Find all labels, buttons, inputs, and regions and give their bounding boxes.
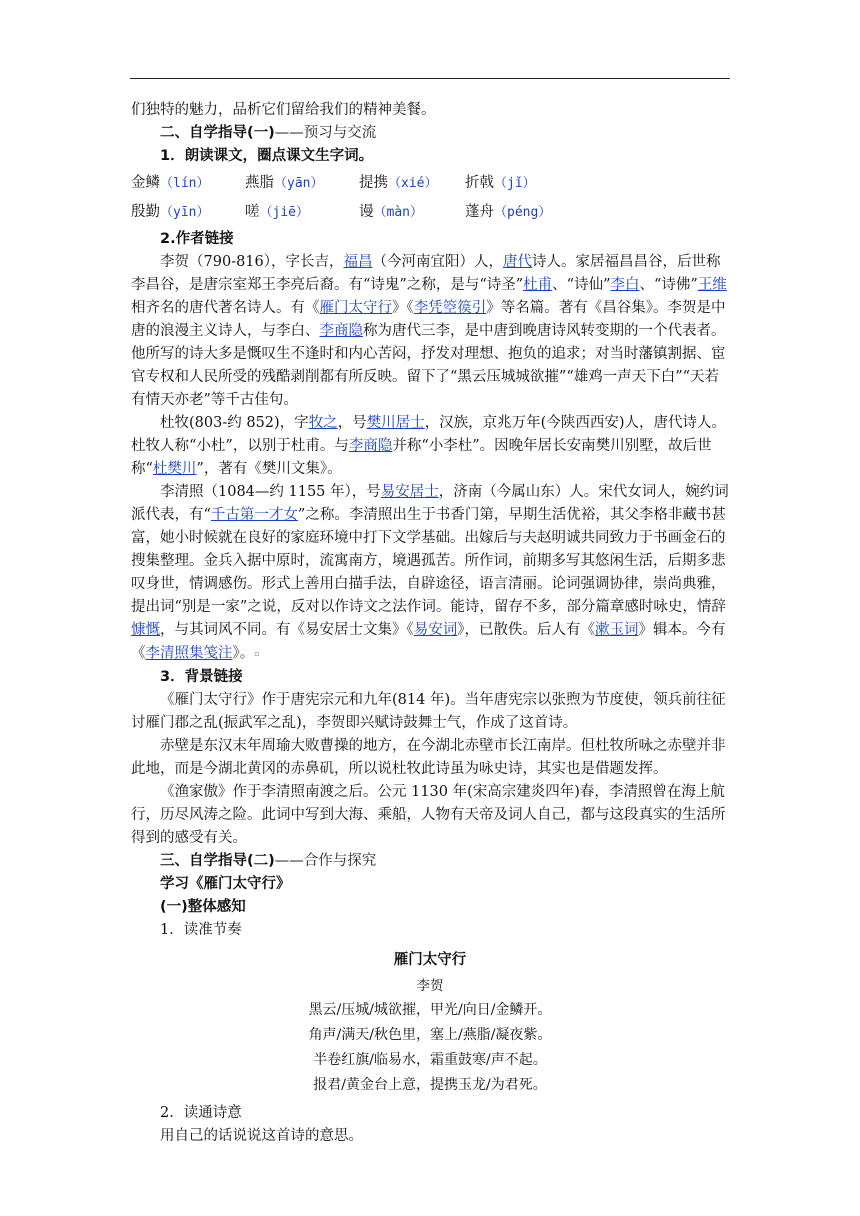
- study-title: 学习《雁门太守行》: [160, 875, 291, 892]
- link-shuyu-ci[interactable]: 漱玉词: [595, 622, 639, 638]
- poem-line: 报君/黄金台上意，提携玉龙/为君死。: [313, 1076, 547, 1093]
- vocab-row-1: [131, 170, 729, 197]
- background-chibi: 赤壁是东汉末年周瑜大败曹操的地方，在今湖北赤壁市长江南岸。但杜牧所咏之赤壁并非此地，而是今湖北黄冈的赤鼻矶，所以说杜牧此诗虽为咏史诗，其实也是借题发挥。: [131, 737, 726, 777]
- link-muzhi[interactable]: 牧之: [308, 415, 338, 431]
- task-2-heading: 2.作者链接: [160, 231, 234, 247]
- author-li-qingzhao: 李清照（1084—约 1155 年），号易安居士，济南（今属山东）人。宋代女词人，婉约词派代表，有“千古第一才女”之称。李清照出生于书香门第，早期生活优裕，其父李格非藏书甚富，她小时候就在良好的家庭环境中打下文学基础。出嫁后与夫赵明诚共同致力于书画金石的搜集整理。金兵入据中原时，流寓南方，境遇孤苦。所作词，前期多写其悠闲生活，后期多悲叹身世，情调感伤。形式上善用白描手法，自辟途径，语言清丽。论词强调协律，崇尚典雅，提出词“别是一家”之说，反对以作诗文之法作词。能诗，留存不多，部分篇章感时咏史，情辞慷慨，与其词风不同。有《易安居士文集》《易安词》，已散佚。后人有《漱玉词》辑本。今有《李清照集笺注》。▫: [131, 484, 729, 662]
- vocab-item: 提携（xié）: [359, 175, 438, 191]
- document-body: [131, 99, 729, 1148]
- section-3-subtitle: ——合作与探究: [274, 852, 377, 869]
- intro-tail: 们独特的魅力，品析它们留给我们的精神美餐。: [131, 102, 436, 118]
- section-2-subtitle: ——预习与交流: [274, 125, 377, 141]
- section-3-heading: [131, 850, 729, 873]
- poem-title: 雁门太守行: [393, 951, 467, 968]
- step-1-label: 1．读准节奏: [160, 921, 242, 938]
- poem-block: [131, 946, 729, 1098]
- link-li-shangyin-2[interactable]: 李商隐: [348, 438, 393, 454]
- vocab-item: 嗟（jiē）: [245, 204, 309, 220]
- author-du-mu: 杜牧(803-约 852)，字牧之，号樊川居士，汉族，京兆万年(今陕西西安)人，唐代诗人。杜牧人称“小杜”，以别于杜甫。与李商隐并称“小李杜”。因晚年居长安南樊川别墅，故后世称“杜樊川”，著有《樊川文集》。: [131, 415, 726, 477]
- section-2-title: 二、自学指导(一): [160, 125, 275, 141]
- link-du-fanchuan[interactable]: 杜樊川: [152, 461, 197, 477]
- vocab-item: 燕脂（yān）: [245, 175, 324, 191]
- small-mark-icon: ▫: [254, 649, 260, 658]
- link-yian-ci[interactable]: 易安词: [413, 622, 458, 638]
- vocab-item: 殷勤（yīn）: [131, 204, 210, 220]
- background-yanmen: 《雁门太守行》作于唐宪宗元和九年(814 年)。当年唐宪宗以张煦为节度使，领兵前往征讨雁门郡之乱(振武军之乱)，李贺即兴赋诗鼓舞士气，作成了这首诗。: [131, 691, 726, 731]
- link-yanmen[interactable]: 雁门太守行: [319, 300, 392, 316]
- link-fuchang[interactable]: 福昌: [343, 254, 373, 270]
- task-3-heading: 3．背景链接: [160, 668, 243, 685]
- poem-author: 李贺: [416, 977, 444, 994]
- vocab-item: 折戟（jǐ）: [465, 175, 536, 191]
- section-2-heading: [131, 122, 729, 145]
- link-jianzhu[interactable]: 李清照集笺注: [145, 645, 233, 662]
- poem-line: 角声/满天/秋色里，塞上/燕脂/凝夜紫。: [308, 1026, 552, 1043]
- link-li-shangyin[interactable]: 李商隐: [319, 323, 363, 339]
- link-fanchuan-jushi[interactable]: 樊川居士: [366, 415, 425, 431]
- link-yian-jushi[interactable]: 易安居士: [380, 484, 439, 500]
- link-konghou[interactable]: 李凭箜篌引: [413, 300, 487, 316]
- vocab-item: 金鳞（lín）: [131, 175, 210, 191]
- link-kangkai[interactable]: 慷慨: [131, 622, 160, 638]
- step-2-prompt: 用自己的话说说这首诗的意思。: [160, 1127, 363, 1144]
- vocab-item: 谩（màn）: [359, 204, 423, 220]
- overall-heading: (一)整体感知: [160, 898, 246, 915]
- poem-line: 半卷红旗/临易水，霜重鼓寒/声不起。: [313, 1051, 547, 1068]
- background-yujiaao: 《渔家傲》作于李清照南渡之后。公元 1130 年(宋高宗建炎四年)春，李清照曾在海上航行，历尽风涛之险。此词中写到大海、乘船，人物有天帝及词人自己，都与这段真实的生活所得到的感受有关。: [131, 783, 726, 846]
- header-rule: [130, 78, 730, 79]
- author-li-he: 李贺（790-816），字长吉，福昌（今河南宜阳）人，唐代诗人。家居福昌昌谷，后世称李昌谷，是唐宗室郑王李亮后裔。有“诗鬼”之称，是与“诗圣”杜甫、“诗仙”李白、“诗佛”王维相齐名的唐代著名诗人。有《雁门太守行》《李凭箜篌引》等名篇。著有《昌谷集》。李贺是中唐的浪漫主义诗人，与李白、李商隐称为唐代三李，是中唐到晚唐诗风转变期的一个代表者。他所写的诗大多是慨叹生不逢时和内心苦闷，抒发对理想、抱负的追求；对当时藩镇割据、宦官专权和人民所受的残酷剥削都有所反映。留下了“黑云压城城欲摧”“雄鸡一声天下白”“天若有情天亦老”等千古佳句。: [131, 254, 727, 408]
- vocab-row-2: [131, 199, 729, 226]
- link-wang-wei[interactable]: 王维: [697, 277, 727, 293]
- task-1-heading: 1．朗读课文，圈点课文生字词。: [160, 148, 374, 164]
- link-tang[interactable]: 唐代: [503, 254, 533, 270]
- poem-line: 黑云/压城/城欲摧，甲光/向日/金鳞开。: [308, 1001, 552, 1018]
- link-li-bai[interactable]: 李白: [610, 277, 640, 293]
- section-3-title: 三、自学指导(二): [160, 852, 275, 869]
- step-2-label: 2．读通诗意: [160, 1104, 242, 1121]
- link-du-fu[interactable]: 杜甫: [523, 277, 553, 293]
- link-qiangu[interactable]: 千古第一才女: [210, 507, 298, 523]
- vocab-item: 蓬舟（péng）: [465, 204, 552, 220]
